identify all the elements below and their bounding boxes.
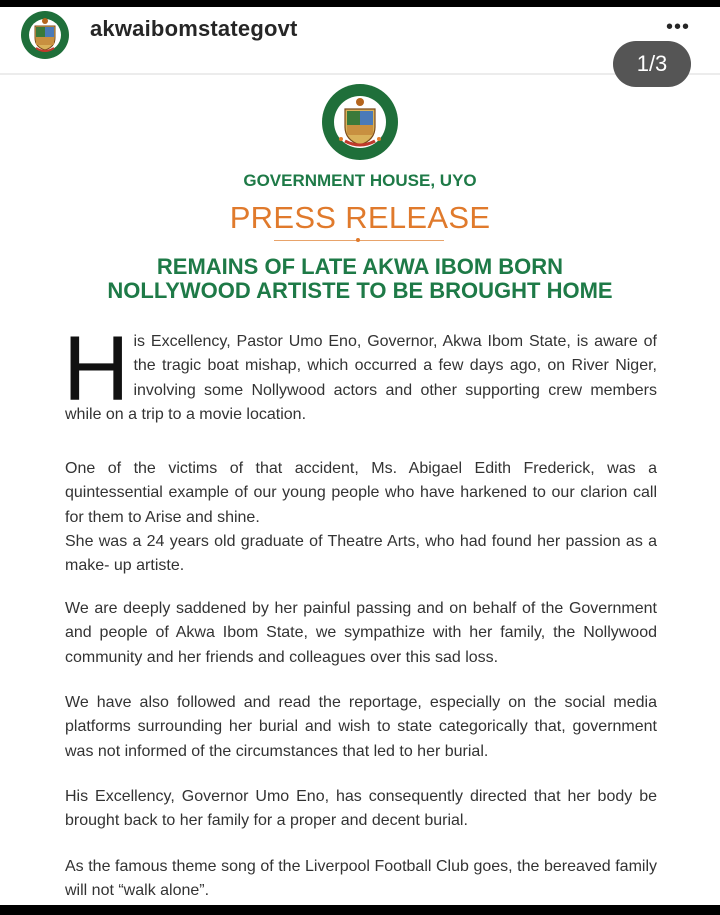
state-seal-icon [319,81,401,163]
ornamental-dot [356,238,360,242]
bottom-bar [0,905,720,915]
headline [0,255,720,303]
post-header [0,7,720,73]
headline-line-2: NOLLYWOOD ARTISTE TO BE BROUGHT HOME [107,278,613,303]
drop-cap: H [63,318,130,420]
press-release-label: PRESS RELEASE [229,200,491,235]
office-heading: GOVERNMENT HOUSE, UYO [243,171,477,190]
status-bar [0,0,720,7]
headline-line-1: REMAINS OF LATE AKWA IBOM BORN [156,254,564,279]
paragraph-6: As the famous theme song of the Liverpool Football Club goes, the bereaved family will not “walk alone”. [65,858,657,900]
paragraph-2a-text: One of the victims of that accident, Ms. Abigael Edith Frederick, was a quintessential example of our young people who have harkened to our clarion call for them to Arise and shine. [65,460,657,526]
paragraph-1 [63,318,657,427]
slide-counter: 1/3 [613,41,691,87]
akwa-ibom-seal-icon[interactable] [18,8,72,62]
paragraph-3: We are deeply saddened by her painful passing and on behalf of the Government and people of Akwa Ibom State, we sympathize with her family, the Nollywood community and her friends and colleagues over this sad loss. [65,600,657,666]
account-username[interactable]: akwaibomstategovt [90,16,298,41]
paragraph-2 [65,457,657,578]
paragraph-4: We have also followed and read the reportage, especially on the social media platforms surrounding her burial and wish to state categorically that, government was not informed of the circumstances that led to her burial. [65,694,657,760]
paragraph-1-text: is Excellency, Pastor Umo Eno, Governor, Akwa Ibom State, is aware of the tragic boat mishap, which occurred a few days ago, on River Niger, involving some Nollywood actors and other supporting crew members while on a trip to a movie location. [65,333,657,423]
paragraph-5: His Excellency, Governor Umo Eno, has consequently directed that her body be brought back to her family for a proper and decent burial. [65,788,657,830]
more-options-icon[interactable]: ••• [666,16,691,38]
press-release-image [0,75,720,905]
paragraph-2b-text: She was a 24 years old graduate of Theatre Arts, who had found her passion as a make- up artiste. [65,532,657,575]
instagram-post [0,7,720,905]
